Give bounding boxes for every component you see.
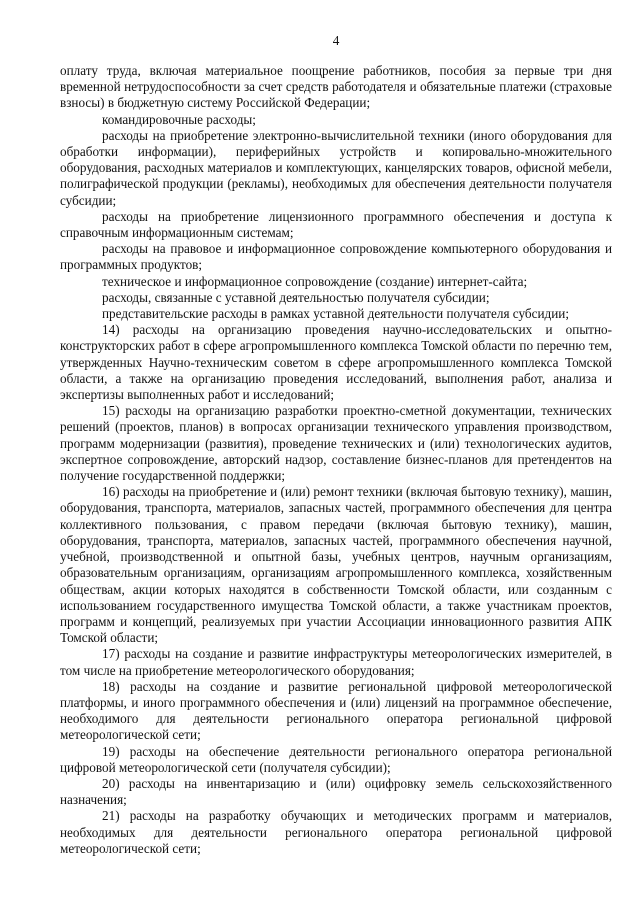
paragraph-item-19: 19) расходы на обеспечение деятельности регионального оператора региональной цифровой метеорологической сети (получателя субсидии); <box>60 743 612 775</box>
paragraph-travel-expenses: командировочные расходы; <box>102 111 256 127</box>
paragraph-item-15: 15) расходы на организацию разработки проектно-сметной документации, технических решений (проектов, планов) в вопросах организации технического управления производством, программ модернизации (развития), проведение технических и (или) технологических аудитов, экспертное сопровождение, авторский надзор, составление бизнес-планов для претендентов на получение государственной поддержки; <box>60 403 612 484</box>
paragraph-licensed-software: расходы на приобретение лицензионного программного обеспечения и доступа к справочным информационным системам; <box>60 208 612 241</box>
paragraph-item-16: 16) расходы на приобретение и (или) ремонт техники (включая бытовую технику), машин, оборудования, транспорта, материалов, запасных частей, программного обеспечения для центра коллективного пользования, с правом передачи (включая бытовую технику), машин, оборудования, транспорта, материалов, запасных частей, программного обеспечения научной, учебной, производственной и опытной базы, учебных центров, научным организациям, образовательным организациям, организациям агропромышленного комплекса, хозяйственным обществам, акции которых находятся в собственности Томской области, или созданным с использованием государственного имущества Томской области, а также участникам проектов, программ и концепций, реализуемых при участии Ассоциации инновационного развития АПК Томской области; <box>60 484 612 646</box>
paragraph-continuation: оплату труда, включая материальное поощрение работников, пособия за первые три дня временной нетрудоспособности за счет средств работодателя и обязательные платежи (страховые взносы) в бюджетную систему Российской Федерации; <box>60 63 612 111</box>
paragraph-item-20: 20) расходы на инвентаризацию и (или) оцифровку земель сельскохозяйственного назначения; <box>60 775 612 808</box>
paragraph-legal-support: расходы на правовое и информационное сопровождение компьютерного оборудования и программных продуктов; <box>60 241 612 273</box>
paragraph-item-18: 18) расходы на создание и развитие региональной цифровой метеорологической платформы, и иного программного обеспечения и (или) лицензий на программное обеспечение, необходимого для деятельности регионального оператора региональной цифровой метеорологической сети; <box>60 678 612 743</box>
document-body <box>60 63 612 857</box>
page-number: 4 <box>332 33 340 48</box>
paragraph-item-21: 21) расходы на разработку обучающих и методических программ и материалов, необходимых для деятельности регионального оператора региональной цифровой метеорологической сети; <box>60 808 612 856</box>
paragraph-statutory-activity: расходы, связанные с уставной деятельностью получателя субсидии; <box>102 289 490 305</box>
paragraph-computer-equipment: расходы на приобретение электронно-вычислительной техники (иного оборудования для обработки информации), периферийных устройств и копировально-множительного оборудования, расходных материалов и комплектующих, канцелярских товаров, офисной мебели, полиграфической продукции (рекламы), необходимых для обеспечения деятельности получателя субсидии; <box>60 127 612 208</box>
paragraph-website-support: техническое и информационное сопровождение (создание) интернет-сайта; <box>102 273 528 289</box>
paragraph-item-14: 14) расходы на организацию проведения научно-исследовательских и опытно-конструкторских работ в сфере агропромышленного комплекса Томской области по перечню тем, утвержденных Научно-техническим советом в сфере агропромышленного комплекса Томской области, а также на организацию проведения исследований, выполнения работ, анализа и экспертизы выполненных работ и исследований; <box>60 322 612 403</box>
paragraph-representation-expenses: представительские расходы в рамках уставной деятельности получателя субсидии; <box>102 306 570 322</box>
paragraph-item-17: 17) расходы на создание и развитие инфраструктуры метеорологических измерителей, в том числе на приобретение метеорологического оборудования; <box>60 646 612 678</box>
